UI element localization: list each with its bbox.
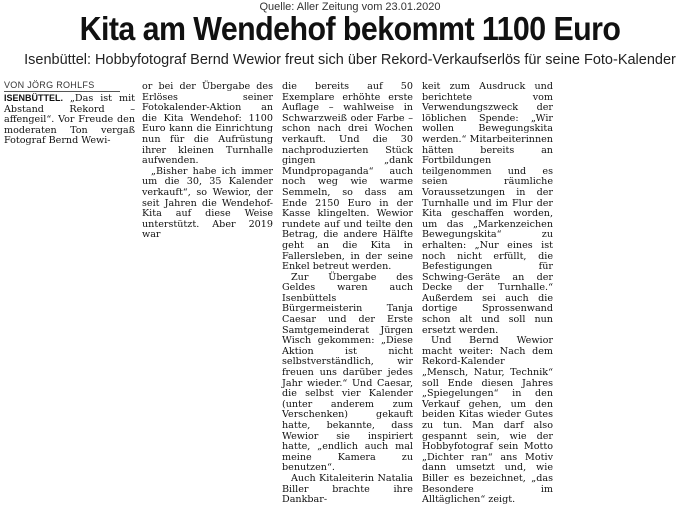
column-2-paragraph-2: „Bisher habe ich immer um die 30, 35 Kalender verkauft“, so Wewior, der seit Jahren die Wendehof-Kita auf diese Weise unterstützt. Aber 2019 war	[142, 165, 273, 241]
headline: Kita am Wendehof bekommt 1100 Euro	[79, 10, 621, 47]
column-3-paragraph-3: Auch Kitaleiterin Natalia Biller brachte ihre Dankbar-	[282, 472, 413, 506]
subheadline: Isenbüttel: Hobbyfotograf Bernd Wewior freut sich über Rekord-Verkaufserlös für seine Foto-Kalender	[24, 52, 676, 68]
column-4-paragraph-1: keit zum Ausdruck und berichtete vom Verwendungszweck der löblichen Spende: „Wir wollen Bewegungskita werden.“ Mitarbeiterinnen hätten bereits an Fortbildungen teilgenommen und es seien räumliche Voraussetzungen in der Turnhalle und im Flur der Kita geschaffen worden, um das „Markenzeichen Bewegungskita“ zu erhalten: „Nur eines ist noch nicht erfüllt, die Befestigungen für Schwing-Geräte an der Decke der Turnhalle.“ Außerdem sei auch die dortige Sprossenwand schon alt und soll nun ersetzt werden.	[422, 81, 553, 336]
column-3-paragraph-1: die bereits auf 50 Exemplare erhöhte erste Auflage – wahlweise in Schwarzweiß oder Farbe – schon nach drei Wochen verkauft. Und die 30 nachproduzierten Stück gingen „dank Mundpropaganda“ auch noch weg wie warme Semmeln, so dass am Ende 2150 Euro in der Kasse klingelten. Wewior rundete auf und teilte den Betrag, die andere Hälfte geht an die Kita in Fallersleben, in der seine Enkel betreut werden.	[282, 81, 413, 273]
byline: VON JÖRG ROHLFS	[4, 80, 95, 90]
column-1-paragraph	[4, 93, 135, 147]
column-2-paragraph-1: or bei der Übergabe des Erlöses seiner Fotokalender-Aktion an die Kita Wendehof: 1100 Euro kann die Einrichtung nun für die Aufrüstung ihrer kleinen Turnhalle aufwenden.	[142, 81, 273, 167]
source-line: Quelle: Aller Zeitung vom 23.01.2020	[259, 1, 441, 13]
article-column-2	[142, 82, 273, 241]
article-column-1	[4, 93, 135, 147]
column-3-paragraph-2: Zur Übergabe des Geldes waren auch Isenbüttels Bürgermeisterin Tanja Caesar und der Erste Samtgemeinderat Jürgen Wisch gekommen: „Diese Aktion ist nicht selbstverständlich, wir freuen uns darüber jedes Jahr wieder.“ Und Caesar, die selbst vier Kalender (unter anderem zum Verschenken) gekauft hatte, bekannte, dass Wewior sie inspiriert hatte, „endlich auch mal meine Kamera zu benutzen“.	[282, 271, 413, 474]
column-4-paragraph-2: Und Bernd Wewior macht weiter: Nach dem Rekord-Kalender „Mensch, Natur, Technik“ soll Ende diesen Jahres „Spiegelungen“ in den Verkauf gehen, um den beiden Kitas wieder Gutes zu tun. Man darf also gespannt sein, wie der Hobbyfotograf sein Motto „Dichter ran“ ans Motiv dann umsetzt und, wie Biller es bezeichnet, „das Besondere im Alltäglichen“ zeigt.	[422, 335, 553, 506]
article-column-4	[422, 82, 553, 506]
dateline: ISENBÜTTEL.	[4, 93, 64, 103]
article-column-3	[282, 82, 413, 506]
column-1-text: „Das ist mit Abstand Rekord – affengeil“. Vor Freude den moderaten Ton vergaß Fotograf Bernd Wewi-	[4, 93, 135, 147]
byline-rule	[4, 91, 120, 92]
